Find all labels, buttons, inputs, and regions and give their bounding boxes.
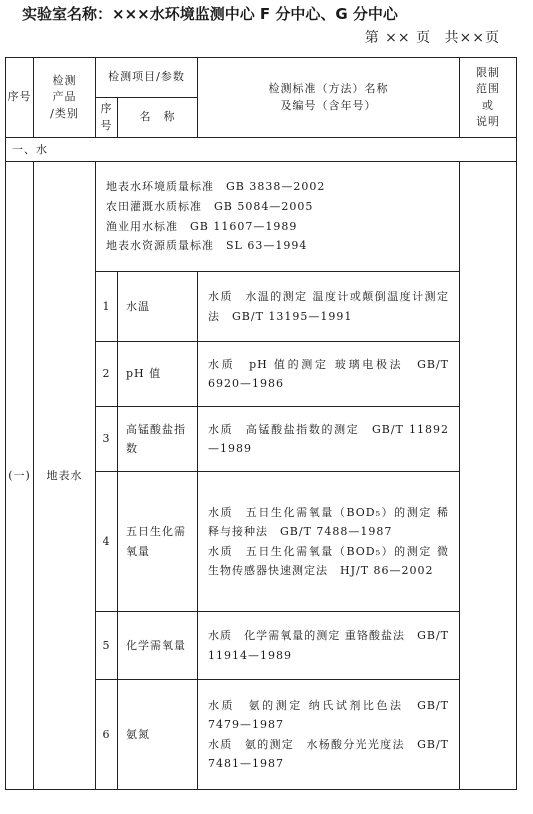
header-item-name: 名 称 xyxy=(118,98,198,138)
header-seq: 序号 xyxy=(6,58,34,138)
page-current: 第 ×× 页 xyxy=(364,30,432,46)
scope-table xyxy=(5,57,517,790)
header-item-seq: 序 号 xyxy=(96,98,118,138)
standard-item: 地表水资源质量标准 SL 63—1994 xyxy=(106,239,308,253)
item-seq: 2 xyxy=(96,342,118,407)
item-name: pH 值 xyxy=(118,342,198,407)
item-seq: 6 xyxy=(96,680,118,790)
method-text: 水质 氨的测定 水杨酸分光光度法 GB/T 7481—1987 xyxy=(208,737,449,770)
method-text: 水质 氨的测定 纳氏试剂比色法 GB/T 7479—1987 xyxy=(208,699,449,732)
item-seq: 4 xyxy=(96,472,118,612)
item-method xyxy=(198,472,460,612)
item-method xyxy=(198,680,460,790)
item-method xyxy=(198,612,460,680)
item-name: 化学需氧量 xyxy=(118,612,198,680)
item-name: 水温 xyxy=(118,272,198,342)
group-product: 地表水 xyxy=(34,162,96,790)
item-seq: 1 xyxy=(96,272,118,342)
item-method xyxy=(198,407,460,472)
method-text: 水质 五日生化需氧量（BOD₅）的测定 稀释与接种法 GB/T 7488—1987 xyxy=(208,506,449,539)
standards-list xyxy=(96,162,460,272)
item-method xyxy=(198,342,460,407)
method-text: 水质 pH 值的测定 玻璃电极法 GB/T 6920—1986 xyxy=(208,357,449,390)
limit-cell xyxy=(460,162,517,790)
header-standard: 检测标准（方法）名称 及编号（含年号） xyxy=(198,58,460,138)
standard-item: 渔业用水标准 GB 11607—1989 xyxy=(106,219,298,233)
item-name: 五日生化需氧量 xyxy=(118,472,198,612)
section-label: 一、水 xyxy=(6,138,517,162)
method-text: 水质 高锰酸盐指数的测定 GB/T 11892—1989 xyxy=(208,422,449,455)
header-item-group: 检测项目/参数 xyxy=(96,58,198,98)
section-row xyxy=(6,138,517,162)
page-indicator xyxy=(357,27,500,47)
item-name: 氨氮 xyxy=(118,680,198,790)
item-name: 高锰酸盐指数 xyxy=(118,407,198,472)
method-text: 水质 化学需氧量的测定 重铬酸盐法 GB/T 11914—1989 xyxy=(208,629,449,662)
header-limit: 限制 范围 或 说明 xyxy=(460,58,517,138)
method-text: 水质 水温的测定 温度计或颠倒温度计测定法 GB/T 13195—1991 xyxy=(208,290,449,323)
standard-item: 农田灌溉水质标准 GB 5084—2005 xyxy=(106,199,314,213)
page-total: 共××页 xyxy=(444,30,500,46)
item-method xyxy=(198,272,460,342)
standard-item: 地表水环境质量标准 GB 3838—2002 xyxy=(106,179,326,193)
item-seq: 5 xyxy=(96,612,118,680)
method-text: 水质 五日生化需氧量（BOD₅）的测定 微生物传感器快速测定法 HJ/T 86—2002 xyxy=(208,544,449,577)
item-seq: 3 xyxy=(96,407,118,472)
header-product: 检测 产品 /类别 xyxy=(34,58,96,138)
group-seq: (一) xyxy=(6,162,34,790)
lab-name: 实验室名称：×××水环境监测中心 F 分中心、G 分中心 xyxy=(22,5,398,23)
